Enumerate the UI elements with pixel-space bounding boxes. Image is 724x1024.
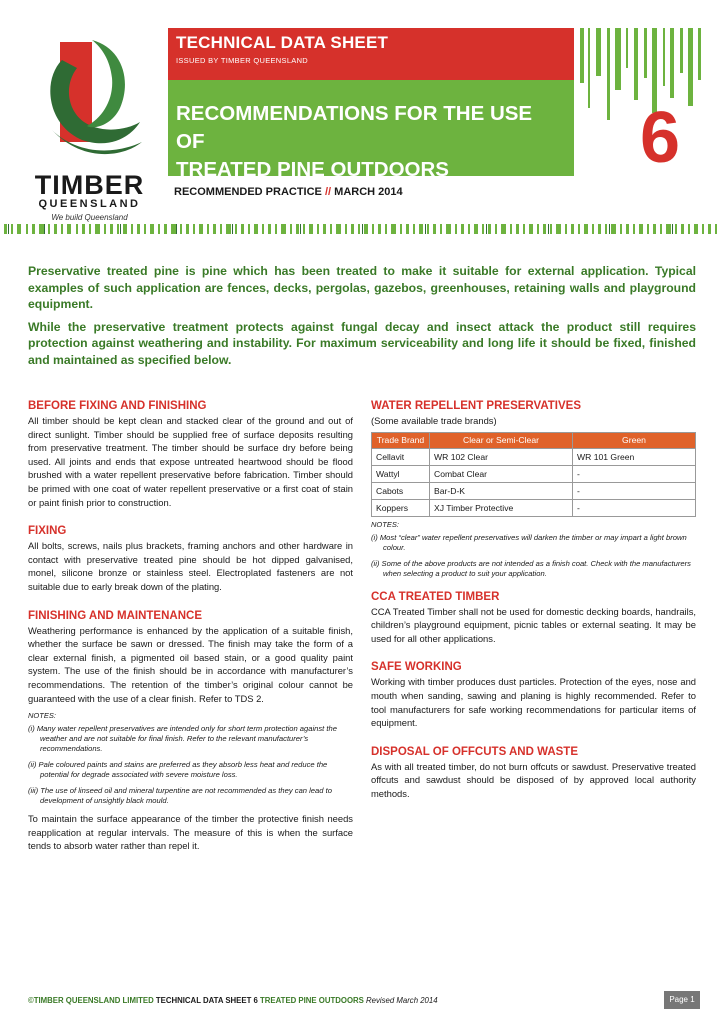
- footer-revised: Revised March 2014: [366, 996, 438, 1005]
- section-body: All timber should be kept clean and stacked clear of the ground and out of direct sunlight. Timber should be supplied free of surface deposits resulting from preservative treatment. The timber should be surface dry before being used. All joints and ends that expose untreated heartwood should be flood brushed with a water repellent preservative before fabrication. Timber should be primed with one coat of water repellent preservative or a first coat of stain or paint finish prior to construction.: [28, 415, 353, 508]
- note-item: (i) Many water repellent preservatives are intended only for short term protection against the weather and are not suitable for final finish. Refer to the relevant manufacturer’s recommendations.: [28, 724, 337, 754]
- section-closing: To maintain the surface appearance of the timber the protective finish needs reapplication at regular intervals. The measure of this is when the surface tends to absorb water rather than repel it.: [28, 813, 353, 852]
- table-cell: -: [573, 465, 696, 482]
- section-cca: [371, 591, 696, 646]
- note-item: (iii) The use of linseed oil and mineral turpentine are not recommended as they can lead to development of unsightly black mould.: [28, 786, 332, 806]
- document-heading-line2: TREATED PINE OUTDOORS: [176, 158, 449, 181]
- logo-emblem-icon: [32, 30, 147, 170]
- decorative-stripes: [574, 28, 704, 176]
- table-cell: -: [573, 482, 696, 499]
- section-fixing: [28, 525, 353, 593]
- barcode-divider: [0, 222, 724, 236]
- header-red-band: [168, 28, 574, 80]
- note-item: (i) Most “clear” water repellent preservatives will darken the timber or may impart a light brown colour.: [371, 532, 687, 552]
- footer-topic: TREATED PINE OUTDOORS: [260, 996, 364, 1005]
- issued-by-text: ISSUED BY TIMBER QUEENSLAND: [176, 56, 309, 65]
- notes-label: NOTES:: [371, 519, 399, 529]
- sheet-number: 6: [640, 98, 681, 178]
- section-heading: DISPOSAL OF OFFCUTS AND WASTE: [371, 745, 579, 758]
- footer: [28, 996, 438, 1005]
- logo-tagline: We build Queensland: [51, 213, 128, 222]
- notes-label: NOTES:: [28, 711, 56, 721]
- table-header-row: [372, 432, 696, 448]
- timber-queensland-logo: [22, 30, 157, 222]
- practice-date: MARCH 2014: [334, 186, 403, 198]
- note-item: (ii) Pale coloured paints and stains are preferred as they absorb less heat and reduce the potential for degrade associated with severe moisture loss.: [28, 760, 328, 780]
- practice-line: [174, 186, 403, 198]
- section-heading: WATER REPELLENT PRESERVATIVES: [371, 400, 582, 412]
- intro-paragraph-1: Preservative treated pine is pine which has been treated to make it suitable for external application. Typical examples of such application are fences, decks, pergolas, gazebos, greenhouses, retaining walls and playground equipment.: [28, 264, 696, 311]
- table-cell: Bar-D-K: [430, 482, 573, 499]
- intro-paragraph-2: While the preservative treatment protects against fungal decay and insect attack the product still requires protection against weathering and instability. For maximum serviceability and long life it should be fixed, finished and maintained as specified below.: [28, 319, 696, 367]
- footer-copyright: ©TIMBER QUEENSLAND LIMITED: [28, 996, 154, 1005]
- document-heading-line1: RECOMMENDATIONS FOR THE USE OF: [176, 102, 533, 153]
- table-cell: Cellavit: [372, 448, 430, 465]
- table-cell: Combat Clear: [430, 465, 573, 482]
- footer-sheet: TECHNICAL DATA SHEET 6: [155, 996, 258, 1005]
- section-body: Working with timber produces dust particles. Protection of the eyes, nose and mouth when sanding, sawing and planing is highly recommended. Refer to tool manufacturers for safe working recommendations for particular items of equipment.: [371, 676, 696, 729]
- section-disposal: [371, 746, 696, 801]
- note-item: (ii) Some of the above products are not intended as a finish coat. Check with the manufacturers when selecting a product to suit your application.: [371, 558, 691, 578]
- table-cell: WR 101 Green: [573, 448, 696, 465]
- logo-brand-subtext: QUEENSLAND: [38, 198, 141, 210]
- page-number-badge: Page 1: [664, 991, 700, 1009]
- column-header: Clear or Semi-Clear: [430, 432, 573, 448]
- table-row: [372, 465, 696, 482]
- right-column: [371, 400, 696, 817]
- table-row: [372, 499, 696, 516]
- column-header: Trade Brand: [372, 432, 430, 448]
- section-heading: SAFE WORKING: [371, 661, 462, 674]
- section-safe-working: [371, 661, 696, 729]
- trade-brands-table: [371, 432, 696, 517]
- section-subheading: (Some available trade brands): [371, 415, 497, 426]
- section-before-fixing: [28, 400, 353, 509]
- section-water-repellent: [371, 400, 696, 579]
- section-body: Weathering performance is enhanced by the application of a suitable finish, whether the surface be sawn or dressed. The finish may take the form of a clear external finish, a pigmented oil based stain, or a good quality paint system. The use of the finish should be in accordance with manufacturer’s recommendations. The retention of the timber’s original colour cannot be guaranteed with the use of a clear finish. Refer to TDS 2.: [28, 624, 353, 704]
- section-heading: FIXING: [28, 525, 67, 538]
- practice-separator: //: [324, 186, 332, 198]
- intro: [28, 263, 696, 374]
- practice-label: RECOMMENDED PRACTICE: [174, 186, 322, 198]
- section-body: CCA Treated Timber shall not be used for domestic decking boards, handrails, children’s playground equipment, picnic tables or external seating. It may be used for all other applications.: [371, 605, 696, 644]
- table-cell: WR 102 Clear: [430, 448, 573, 465]
- table-cell: Koppers: [372, 499, 430, 516]
- section-heading: BEFORE FIXING AND FINISHING: [28, 400, 207, 412]
- column-header: Green: [573, 432, 696, 448]
- section-finishing: [28, 610, 353, 853]
- table-cell: XJ Timber Protective: [430, 499, 573, 516]
- table-row: [372, 448, 696, 465]
- logo-brand-text: TIMBER: [34, 170, 145, 200]
- table-row: [372, 482, 696, 499]
- table-cell: Wattyl: [372, 465, 430, 482]
- section-body: As with all treated timber, do not burn offcuts or sawdust. Preservative treated offcuts and sawdust should be disposed of by approved local authority methods.: [371, 760, 696, 799]
- sheet-type-title: TECHNICAL DATA SHEET: [176, 33, 389, 52]
- header-green-band: [168, 80, 574, 181]
- section-heading: CCA TREATED TIMBER: [371, 590, 500, 603]
- table-cell: -: [573, 499, 696, 516]
- left-column: [28, 400, 353, 869]
- section-heading: FINISHING AND MAINTENANCE: [28, 609, 202, 622]
- table-cell: Cabots: [372, 482, 430, 499]
- section-body: All bolts, screws, nails plus brackets, framing anchors and other hardware in contact with preservative treated pine should be hot dipped galvanised, monel, silicone bronze or stainless steel. Electroplated fasteners are not suitable due to early break down of the plating.: [28, 540, 353, 592]
